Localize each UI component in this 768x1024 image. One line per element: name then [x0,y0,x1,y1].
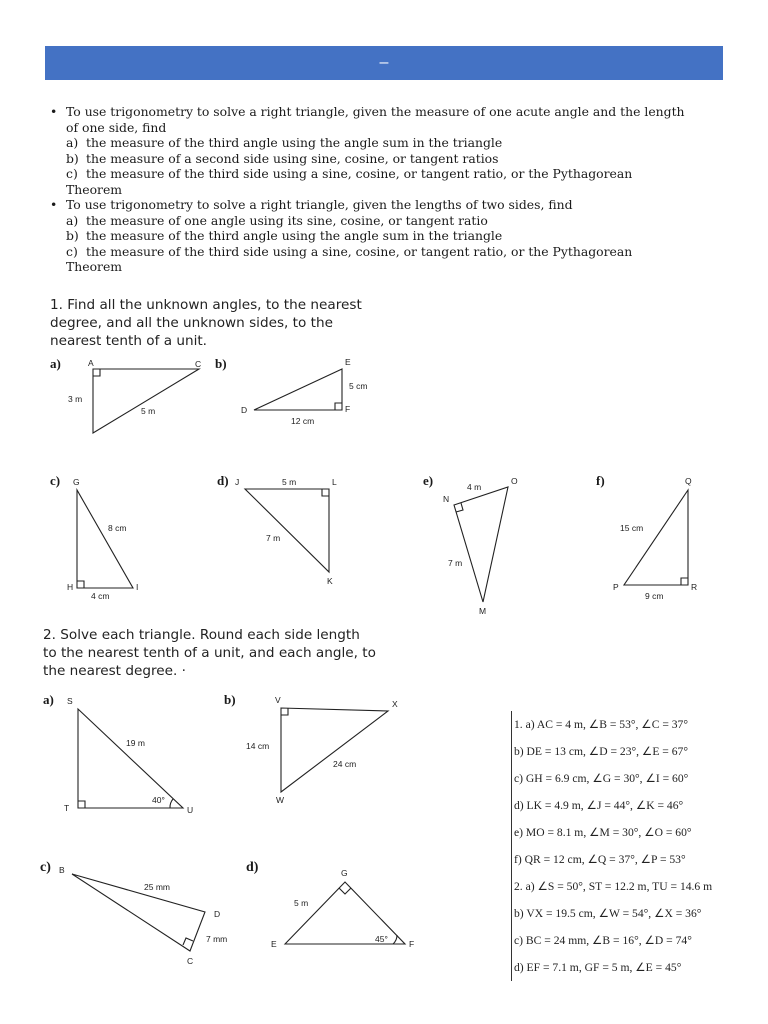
vertex-label: C [187,956,194,966]
vertex-label: F [345,404,351,414]
side-label: 12 cm [291,416,315,426]
part-label: f) [596,473,605,488]
answer-line: 1. a) AC = 4 m, ∠B = 53°, ∠C = 37° [514,718,688,731]
answer-line: e) MO = 8.1 m, ∠M = 30°, ∠O = 60° [514,826,692,839]
side-label: 4 m [467,482,482,492]
triangle-2b [246,695,398,805]
side-label: 25 mm [144,882,170,892]
angle-label: 40° [152,795,165,805]
answer-line: d) EF = 7.1 m, GF = 5 m, ∠E = 45° [514,961,682,974]
vertex-label: G [73,477,80,487]
objective-1-text: To use trigonometry to solve a right triangle, given the measure of one acute angle and the length of one side, find [66,104,685,135]
item-label: c) [66,166,78,181]
side-label: 5 cm [349,381,368,391]
triangle-1e [443,476,518,616]
heading-line: to the nearest tenth of a unit, and each angle, to [43,645,376,661]
vertex-label: T [64,803,70,813]
vertex-label: K [327,576,333,586]
item-label: c) [66,243,78,259]
vertex-label: G [341,868,348,878]
vertex-label: M [479,606,487,616]
vertex-label: P [613,582,619,592]
vertex-label: N [443,494,450,504]
side-label: 24 cm [333,759,357,769]
item-label: b) [66,228,79,243]
side-label: 14 cm [246,741,270,751]
item-text: the measure of the third angle using the angle sum in the triangle [86,228,503,243]
side-label: 9 cm [645,591,664,601]
vertex-label: O [511,476,518,486]
triangle-2a [64,696,193,815]
answer-line: c) GH = 6.9 cm, ∠G = 30°, ∠I = 60° [514,772,689,785]
part-label: d) [246,860,259,875]
heading-line: degree, and all the unknown sides, to the [50,315,333,331]
triangle-1d [235,477,337,586]
vertex-label: W [276,795,285,805]
vertex-label: J [235,477,240,487]
item-label: a) [66,135,79,150]
banner-text: – [379,54,389,71]
answer-key [511,711,768,981]
triangle-1a [68,358,201,433]
answer-line: b) VX = 19.5 cm, ∠W = 54°, ∠X = 36° [514,907,702,920]
item-text: the measure of the third side using a sine, cosine, or tangent ratio, or the Pythagorean Theorem [66,243,633,274]
part-label: e) [423,473,434,488]
heading-line: 2. Solve each triangle. Round each side length [43,627,360,643]
vertex-label: H [67,582,74,592]
part-label: a) [50,356,61,371]
vertex-label: R [691,582,698,592]
side-label: 8 cm [108,523,127,533]
part-label: b) [224,692,236,707]
part-label: b) [215,356,227,371]
side-label: 7 mm [206,934,228,944]
vertex-label: F [409,939,415,949]
item-text: the measure of the third side using a sine, cosine, or tangent ratio, or the Pythagorean Theorem [66,166,633,197]
side-label: 5 m [282,477,297,487]
vertex-label: A [88,358,94,368]
heading-line: 1. Find all the unknown angles, to the nearest [50,297,362,313]
triangle-1c [67,477,138,601]
item-text: the measure of the third angle using the angle sum in the triangle [86,135,503,150]
side-label: 7 m [448,558,463,568]
vertex-label: D [214,909,221,919]
vertex-label: X [392,699,398,709]
heading-line: the nearest degree. · [43,663,186,679]
vertex-label: L [332,477,337,487]
vertex-label: Q [685,476,692,486]
bullet-icon: • [50,197,58,212]
objective-2-text: To use trigonometry to solve a right triangle, given the lengths of two sides, find [66,197,573,212]
side-label: 7 m [266,533,281,543]
vertex-label: D [241,405,248,415]
answer-line: b) DE = 13 cm, ∠D = 23°, ∠E = 67° [514,745,688,758]
side-label: 19 m [126,738,145,748]
angle-label: 45° [375,934,388,944]
bullet-icon: • [50,104,58,119]
answer-line: f) QR = 12 cm, ∠Q = 37°, ∠P = 53° [514,853,686,866]
part-label: c) [50,473,61,488]
vertex-label: E [345,357,351,367]
side-label: 5 m [294,898,309,908]
side-label: 3 m [68,394,83,404]
answer-line: 2. a) ∠S = 50°, ST = 12.2 m, TU = 14.6 m [514,880,713,893]
vertex-label: S [67,696,73,706]
item-text: the measure of one angle using its sine, cosine, or tangent ratio [86,212,488,228]
item-label: a) [66,212,79,228]
triangle-1b [241,357,367,426]
triangle-1f [613,476,697,601]
heading-line: nearest tenth of a unit. [50,333,208,349]
side-label: 15 cm [620,523,644,533]
vertex-label: U [187,805,194,815]
side-label: 5 m [141,406,156,416]
vertex-label: C [195,359,202,369]
answer-line: d) LK = 4.9 m, ∠J = 44°, ∠K = 46° [514,799,684,812]
vertex-label: E [271,939,277,949]
vertex-label: B [59,865,65,875]
item-label: b) [66,150,79,166]
triangle-2d [271,868,414,949]
item-text: the measure of a second side using sine, cosine, or tangent ratios [86,150,499,166]
vertex-label: V [275,695,281,705]
side-label: 4 cm [91,591,110,601]
vertex-label: I [136,582,139,592]
answer-line: c) BC = 24 mm, ∠B = 16°, ∠D = 74° [514,934,692,947]
part-label: a) [43,692,54,707]
part-label: d) [217,473,229,488]
part-label: c) [40,860,51,875]
triangle-2c [59,865,227,966]
